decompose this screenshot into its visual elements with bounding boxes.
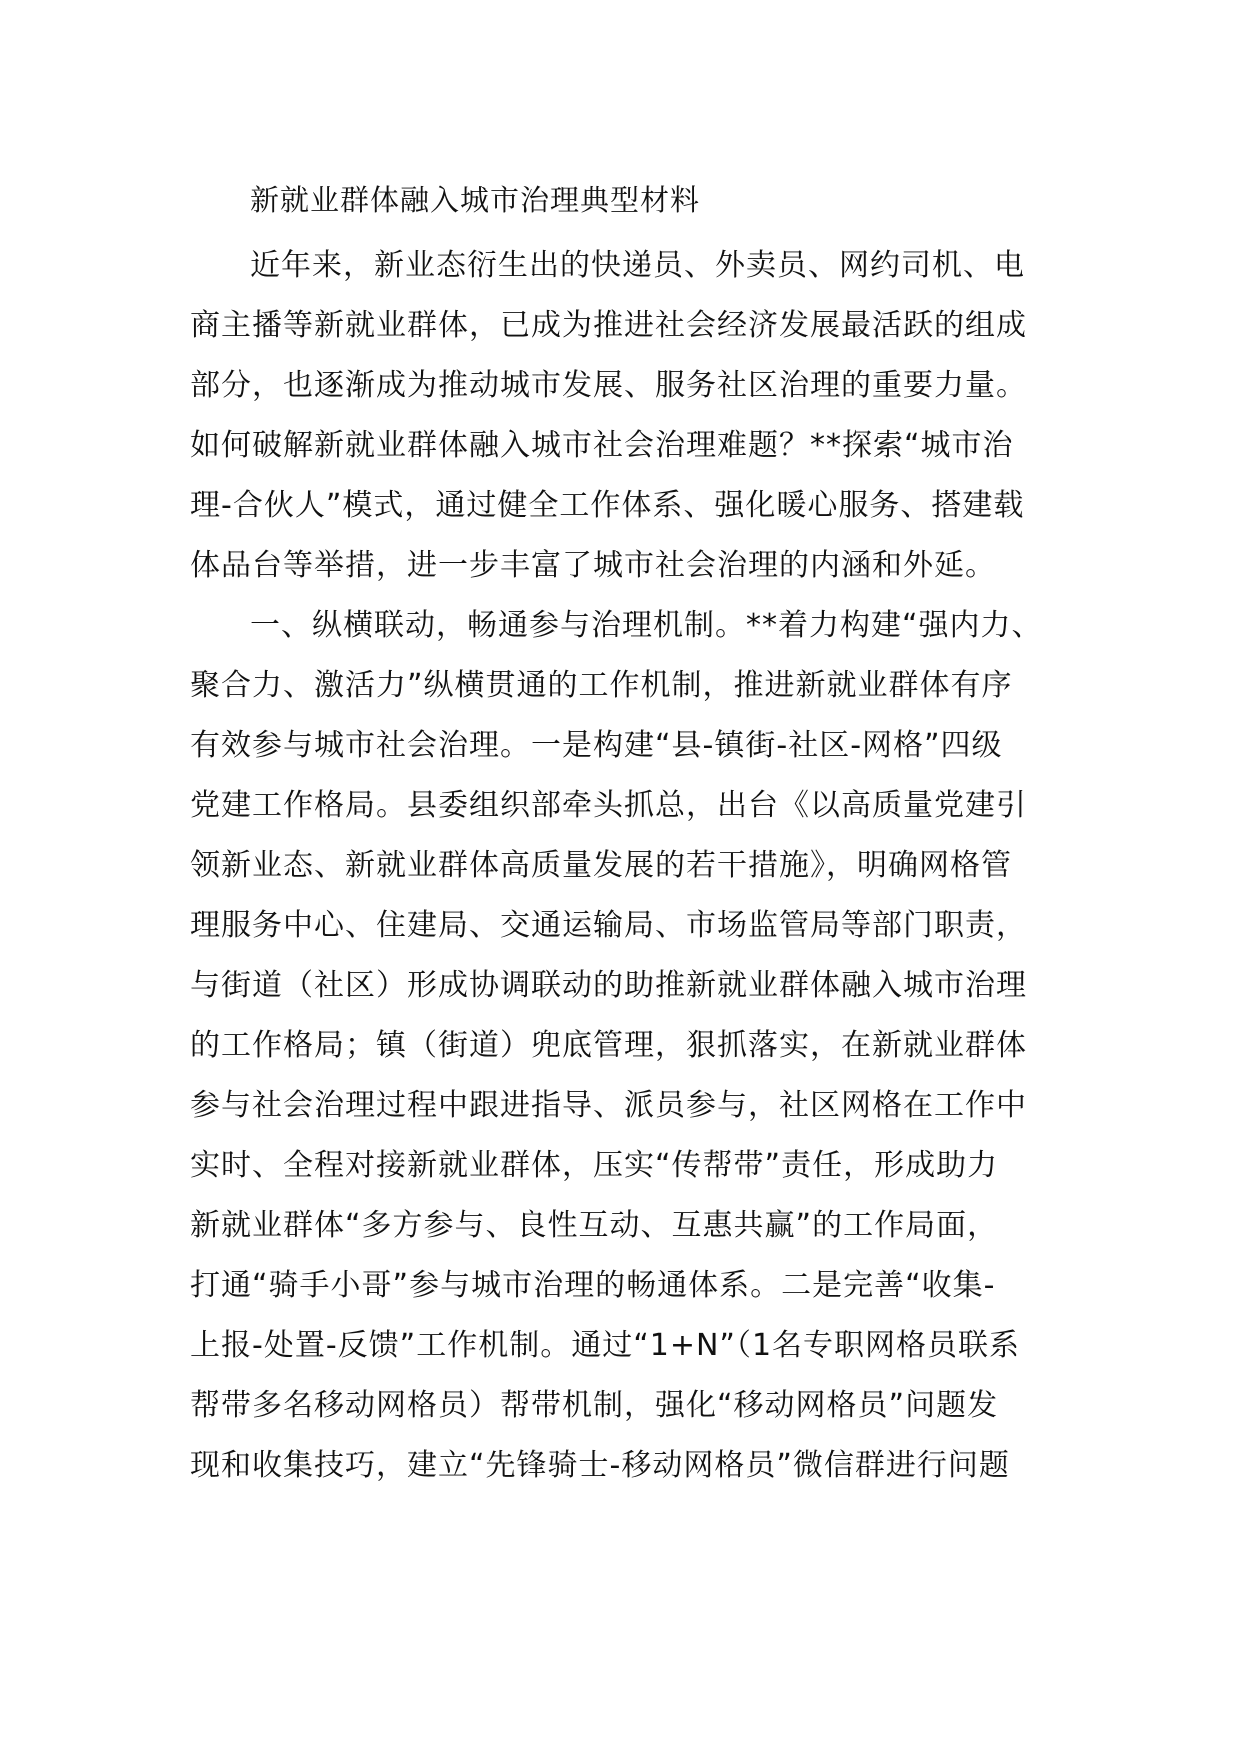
paragraph-line: 部分，也逐渐成为推动城市发展、服务社区治理的重要力量。 <box>190 368 1027 403</box>
paragraph-line: 聚合力、激活力”纵横贯通的工作机制，推进新就业群体有序 <box>190 668 1013 703</box>
paragraph-line: 商主播等新就业群体，已成为推进社会经济发展最活跃的组成 <box>190 308 1027 343</box>
paragraph-line: 如何破解新就业群体融入城市社会治理难题？**探索“城市治 <box>190 428 1014 463</box>
paragraph-line: 领新业态、新就业群体高质量发展的若干措施》，明确网格管 <box>190 848 1012 883</box>
paragraph-line: 理服务中心、住建局、交通运输局、市场监管局等部门职责， <box>190 908 1027 943</box>
paragraph-line: 近年来，新业态衍生出的快递员、外卖员、网约司机、电 <box>250 248 1025 283</box>
paragraph-line: 现和收集技巧，建立“先锋骑士-移动网格员”微信群进行问题 <box>190 1448 1010 1483</box>
paragraph-line: 实时、全程对接新就业群体，压实“传帮带”责任，形成助力 <box>190 1148 999 1183</box>
paragraph-line: 理-合伙人”模式，通过健全工作体系、强化暖心服务、搭建载 <box>190 488 1025 523</box>
paragraph-line: 帮带多名移动网格员）帮带机制，强化“移动网格员”问题发 <box>190 1388 999 1423</box>
paragraph-line: 上报-处置-反馈”工作机制。通过“1+N”（1名专职网格员联系 <box>190 1328 1021 1363</box>
paragraph-line: 与街道（社区）形成协调联动的助推新就业群体融入城市治理 <box>190 968 1027 1003</box>
paragraph-line: 一、纵横联动，畅通参与治理机制。**着力构建“强内力、 <box>250 608 1043 643</box>
paragraph-line: 体品台等举措，进一步丰富了城市社会治理的内涵和外延。 <box>190 548 996 583</box>
paragraph-line: 新就业群体“多方参与、良性互动、互惠共赢”的工作局面， <box>190 1208 999 1243</box>
document-title: 新就业群体融入城市治理典型材料 <box>250 183 701 217</box>
paragraph-line: 的工作格局；镇（街道）兜底管理，狠抓落实，在新就业群体 <box>190 1028 1027 1063</box>
paragraph-line: 参与社会治理过程中跟进指导、派员参与，社区网格在工作中 <box>190 1088 1027 1123</box>
paragraph-line: 有效参与城市社会治理。一是构建“县-镇街-社区-网格”四级 <box>190 728 1003 763</box>
paragraph-line: 打通“骑手小哥”参与城市治理的畅通体系。二是完善“收集- <box>190 1268 996 1303</box>
paragraph-line: 党建工作格局。县委组织部牵头抓总，出台《以高质量党建引 <box>190 788 1027 823</box>
